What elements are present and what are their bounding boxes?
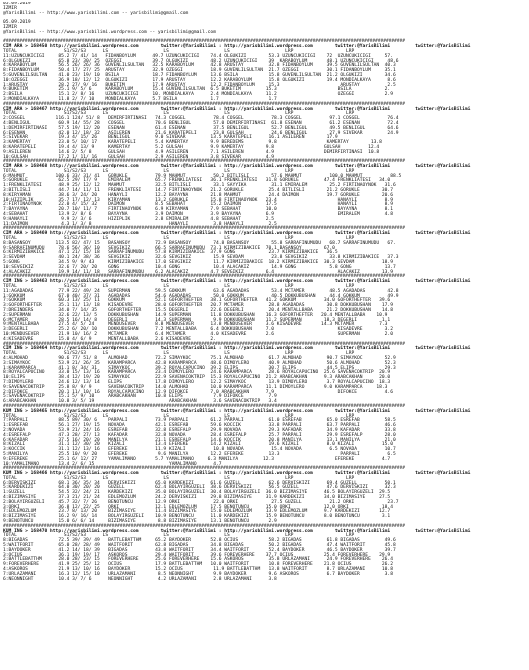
horse-row: 1:GOKKUM 67.0 40/ 37/ 31 AGADADAS 54.6 AGADADAS 50.0 GOKKUM 40.5 DOKKUBUSHAN 44.4 GOKKUM 49.9 <box>3 293 399 299</box>
horse-row: 1:DEMIRFIRTINASI 57.5 19/ 12/ 20 ESENAN 61.4 ESENAN 37.5 BENLIGUL 52.7 BENLIGUL 49.5 BENLIGUL 64.6 <box>3 125 399 131</box>
horse-row: 4:BIZIMASIYE 37.3 21/ 21/ 24 EDLEMOZLUM 24.2 DERVISKIZI 29.8 BIZIMASIYE 31.9 KARDEKIZI 34.0 BIZIMASIYE 27.5 <box>3 495 391 501</box>
horse-row: 4:BENLIGUL 60.9 14/ 55/ 28 COSGEL 70.6 BENLIGUL 57.0 DEMIRFIRTINASI 61.8 ESENAN 61.2 ESENAN 72.4 <box>3 120 399 126</box>
report-contact-line: @YarisBilimi -- http://www.yarisbilimi.com -- yarisbilimi@gmail.com <box>3 10 189 16</box>
horse-row: 4:ALACAKIZ 19.9 14/ 11/ 18 SARRAFINUMUDU 6.2 ALACAKIZ 4.7 SEVGIKIZ 6.4 ALACAKIZ 13.9 <box>3 269 393 275</box>
report-date-repeat: 05.09.2019 <box>3 20 31 26</box>
horse-row: 3:KOCCIK 31.1 12/ 13/ 16 EFEREKE 11.9 KIZALI 10.8 NOVADA 15.4 NOVADA 6.5 NOVADA 10.7 <box>3 447 396 453</box>
column-headers: TOTAL S1/S2/S3 LS LS LS LRP LRP <box>3 533 355 539</box>
separator-line: #################################################################################################################################################### <box>3 274 405 280</box>
horse-row: 5:SAVENACOKTRIP 15.1 5/ 9/ 10 ARABCAKHAN 10.8 ELIPS 7.9 DIFOKCE 7.9 <box>3 394 277 400</box>
column-headers: TOTAL S1/S2/S3 LS LS LS LRP LRP <box>3 475 355 481</box>
separator-line: #################################################################################################################################################### <box>3 466 405 472</box>
column-headers: TOTAL S1/S2/S3 LS LS LS LRP LRP <box>3 284 355 290</box>
horse-row: 6:NEONNIGHT 10.4 3/ 7/ 6 NEONNIGHT 4.2 URLAZAMANI 2.8 URLAZAMANI 3.8 <box>3 576 277 582</box>
race-section <box>3 405 527 467</box>
race-title: KUM ING > 168470 http://yarisbilimi.wordpress.com twitter:@YarisBilimi : http://yarisbilimi.wordpress.com twitter:@YarisBilimi twitter:@YarisBilimi <box>3 528 471 534</box>
horse-row: 5:GONG 34.5 9/ 9/ 43 KIRMIZIBAKICE 17.0 SEVGIKIZ 11.7 KIRMIZIBAKICE 18.2 KIRMIZIBAKICE 30.3 SEVDAM 18.9 <box>3 260 393 266</box>
horse-row: 6:MAHMUT 100.6 33/ 31/ 41 GORUKLE 79.9 MAHMUT 50.2 BITLISLI 57.6 MAHMUT 100.0 MAHMUT 88.5 <box>3 173 402 179</box>
horse-row: 3:ORKI 36.8 12/ 22/ 25 ORKI 12.1 EDLEMOZLUM 17.5 BENOTUNCU 15.0 ORKI 12.0 ORKI 18.4 <box>3 504 393 510</box>
horse-row: 2:NOVADA 53.9 21/ 24/ 16 ESREFAB 32.8 ESREFALP 29.9 NOVADA 29.3 KAFADAR 34.9 KAFADAR 33.8 <box>3 427 396 433</box>
horse-row: 9:FOREVERHERE 41.9 25/ 25/ 12 OCIUS 17.9 BATTLEBATTHM 10.0 WAITFORIT 10.8 FOREVERHERE 21.8 OCIUS 26.2 <box>3 562 393 568</box>
horse-row: 6:OLGUKIZI 65.8 23/ 30/ 25 OZEGGI 39.7 OLGUKIZI 48.2 UZUNCUKICIGI 39 KARABOYLUM 48.1 UZUNCUKICIGI 48.6 <box>3 58 399 64</box>
horse-row: 9:ASILEREN 14.6 2/ 5/ 8 GULSAH 4.9 ASILEREN 7.1 ASILEREN 4.9 DEMIRFIRTINASI 10.8 <box>3 149 380 155</box>
horse-row: 8:BASANSOY 113.5 82/ 47/ 15 BASANSOY 72.9 BASANSOY 74.8 BASANSOY 55.8 SARRAFINUMUDU 68.7 SARRAFINUMUDU 67. <box>3 240 396 246</box>
horse-row: 3:DEGERLI 25.2 6/ 20/ 10 DOKKUBUSHAN 7.2 MENTALLBABA 6.4 DOKKUBUSHAN 7.0 KISADEVRE 3.2 <box>3 327 393 333</box>
horse-row: 11:AGADADAS 77.9 22/ 49/ 24 SUPERMAN 59.5 GOKKUM 63.6 AGADADAS 53.4 MCTAMER 48.5 AGADADAS 42.8 <box>3 288 399 294</box>
race-title: CIM ARA > 168468 http://yarisbilimi.wordpress.com twitter:@YarisBilimi : http://yarisbilimi.wordpress.com twitter:@YarisBilimi twitter:@YarisBilimi <box>3 164 471 170</box>
horse-row: 4:KISADEVRE 15.0 4/ 6/ 9 MENTALLBABA 2.6 KISADEVRE 2. <box>3 336 216 342</box>
horse-row: 7:DIMOYLERO 24.6 12/ 13/ 14 ELIPS 17.8 DIMOYLERO 12.2 SIMAYKOC 13.9 DIMOYLERO 3.7 ROYALCAPUCINO 18.3 <box>3 379 391 385</box>
horse-row: 3:GOFORTHEFTER 35.1 11/ 13/ 18 KISADEVRE 28.0 GOFORTHEFTER 20.7 MCTAMER 28.8 AGADADAS 30.8 DOKKUBUSHAN 17.9 <box>3 303 393 309</box>
race-section <box>3 40 527 102</box>
horse-row: 1:ARUSTAY 28.2 27/ 9/ 16 BUKETIM 17.9 ARUSTAY 12.2 FIDANBOYLUM 15.3 ARUSTAY 2.5 <box>3 82 396 88</box>
horse-row: 6:KIRMIZIBAKICE 47.1 21/ 15/ 18 SARRAFINUMUDU 57.8 KIRMIZIBAKICE 37.9 GONG 23.7 KIRMIZIBAKICE 36.5 <box>3 250 338 256</box>
horse-row: 4:ALMOHAD 90.6 77/ 51/ 8 ALMOHAD 72.2 SIMAYKOC 75.1 ALMOHAD 61.7 ALMOHAD 90.7 SIMAYKOC 52.9 <box>3 355 396 361</box>
race-title: CIM ARA > 168450 http://yarisbilimi.wordpress.com twitter:@YarisBilimi : http://yarisbilimi.wordpress.com twitter:@YarisBilimi twitter:@YarisBilimi <box>3 44 471 50</box>
horse-row: 7:PARPALI 88.5 89/ 30/ 6 PARPALI 73.9 PARPALI 61.2 PARPALI 61.0 ESREFAB 65.0 ESREFAB 58.5 <box>3 418 396 424</box>
report-contact-line-repeat: @YarisBilimi -- http://www.yarisbilimi.wordpress.com -- yarisbilimi@gmail.com <box>3 29 216 35</box>
report-city: IZMIR <box>3 5 17 11</box>
horse-row: 1:KARAMPARCA 41.1 8/ 34/ 31 SIMAYKOC 39.2 ROYALCAPUCINO 39.2 ELIPS 30.7 ELIPS 44.5 ELIPS 29.3 <box>3 365 396 371</box>
horse-row: 10:SEVGIKIZ 32.6 7/ 20/ 20 GONG 10.4 GONG 10.4 ALACAKIZ 14.9 GONG 5.8 GONG 13.7 <box>3 264 396 270</box>
horse-row: 9:SAVENACOKTRIP 25.8 8/ 9/ 9 SAVENACOKTRIP 14.0 ALMOHAD 10.0 KARAMPARCA 11.1 DIMOYLERO 9.0 KARAMPARCA 18.3 <box>3 384 388 390</box>
race-title: CIM ARA > 168469 http://yarisbilimi.wordpress.com twitter:@YarisBilimi : http://yarisbilimi.wordpress.com twitter:@YarisBilimi twitter:@YarisBilimi <box>3 231 471 237</box>
horse-row: 10:GULSAH 17.2 1/ 11/ 16 GULSAH 2.9 ASILEREN 3.8 SIVEKAR 4.9 <box>3 154 275 160</box>
horse-row: 2:DIFOKCE 20.1 11/ 10/ 16 ROYALCAPUCINO 12.9 DIFOKCE 7.0 ARABCAKHAN 7.9 DIFOKCE 4.6 <box>3 389 393 395</box>
horse-row: 3:OCIUS 36.1 19/ 19/ 17 ASKOROS 29.4 WAITFORIT 39.6 FOREVERHERE 37.7 OCIUS 25.4 FOREVERHERE 29.9 <box>3 552 391 558</box>
separator-line: #################################################################################################################################################### <box>3 403 405 409</box>
horse-row: 9:HANAYLI 9.9 2/ 3/ 6 HIZIPLIK 2.8 EMIRALEM 4.8 SEBAHAT 2.5 <box>3 216 275 222</box>
horse-row: 11:DAIMON 4.3 1/ 3/ 8 HANAYLI 3.8 HANAYLI 2.5 <box>3 221 277 227</box>
horse-row: 4:KARABOYLUM 56.5 26/ 26/ 36 GUVENLILSULTAN 32.5 KARABOYLUM 42.8 ARUSTAY 32.8 FIDANBOYLUM 39.5 GUVENLILSULTAN 40.3 <box>3 63 396 69</box>
horse-row: 3:KAMERTAY 23.0 5/ 10/ 17 KARATEPELI 5.4 KAMERTAY 9.9 BEREDEMS 9.8 KAMERTAY 13.8 <box>3 140 382 146</box>
separator-line: #################################################################################################################################################### <box>3 341 405 347</box>
horse-row: 3:SEVDAM 40.1 24/ 38/ 36 SEVGIKIZ 32.6 SEVGIKIZ 15.9 SEVDAM 23.8 SEVGIKIZ 33.8 KIRMIZIBAKICE 37.3 <box>3 255 399 261</box>
horse-row: 4:ASKOROS 21.9 13/ 10/ 16 BAYDOKER 15.2 OCIUS 11.9 BATTLEBATTHM 13.8 WAITFORIT 8.7 URLAZAMANI 10.8 <box>3 567 393 573</box>
horse-row: 1:FRENKLIATESI 48.9 25/ 12/ 12 MAHMUT 32.5 BITLISLI 33.1 SAYYIKA 31.1 EMIRALEM 25.2 FIRTINAOYNOK 31.6 <box>3 183 396 189</box>
horse-row: 6:KAFADAR 37.5 16/ 20/ 20 MANILYA 21.1 ESREFALP 14.6 KOCCIK 20.8 MANILYA 13.1 MANILYA 21.0 <box>3 437 396 443</box>
race-section <box>3 103 527 161</box>
horse-row: 10:MENDUSEVER 21.9 10/ 16/ 2 MCTAMER 6.4 MCTAMER 4.0 KISADEVRE 2.6 SUPERMAN 2.0 <box>3 331 393 337</box>
horse-row: 6:MCTAMER 28.5 16/ 14/ 8 DEGERLI 14.3 SUPERMAN 9.9 DOKKUBUSHAN 11.2 SUPERMAN 18.3 DEGERLI 1.1 <box>3 317 391 323</box>
horse-row: 2:BOLAYIRGUZELI 45.7 32/ 7/ 26 BENOTUNCU 12.9 ORKI 22.0 ORKI 27.5 GUZELL 21.2 ORKI 23.7 <box>3 499 399 505</box>
horse-row: 10:HIZIPLIK 35.7 17/ 12/ 13 KIRYAMAN 13.2 GORUKLE 15.8 FIRTINAOYNOK 23.4 HANAYLI 8.9 <box>3 197 393 203</box>
horse-row: 2:BSILA 15.1 2/ 8/ 16 UZUNCUKICIGI 10. MONDIALKAYA 2.4 MONDIALKAYA 11.2 OZEGGI 2.9 <box>3 92 393 98</box>
race-title: KUM ING > 168466 http://yarisbilimi.wordpress.com twitter:@YarisBilimi : http://yarisbilimi.wordpress.com twitter:@YarisBilimi twitter:@YarisBilimi <box>3 471 471 477</box>
column-headers: TOTAL S1/S2/S3 LS LS LS LRP LRP <box>3 168 355 174</box>
race-title: KUM ING > 168465 http://yarisbilimi.wordpress.com twitter:@YarisBilimi : http://yarisbilimi.wordpress.com twitter:@YarisBilimi twitter:@YarisBilimi <box>3 408 471 414</box>
race-title: CIM ING > 168463 http://yarisbilimi.wordpress.com twitter:@YarisBilimi : http://yarisbilimi.wordpress.com twitter:@YarisBilimi twitter:@YarisBilimi <box>3 279 471 285</box>
horse-row: 5:SIVEKAR 19.3 4/ 15/ 26 BENLIGUL 9.0 SIVEKAR 13.5 KARATEPELI 16.1 ASILEREN 17.9 <box>3 135 338 141</box>
report-date: 05.09.2019 <box>3 2 31 6</box>
race-section <box>3 227 527 275</box>
horse-row: 11:UZUNCUKICIGI 85.2 7/ 41/ 14 FIDANBOYLUM 49.7 UZUNCUKICIGI 74.4 OLGUKIZI 53.3 UZUNCUKICIGI 72 UZUNCUKICIGI 57. <box>3 53 393 59</box>
horse-row: 10:OZEGGI 36.9 18/ 12/ 12 OLGUKIZI 17.9 ARUSTAY 12.2 KARABOYLUM 15.8 OLGUKIZI 19.4 MONDIALKAYA 8.6 <box>3 77 396 83</box>
race-title: CIM ING > 168464 http://yarisbilimi.wordpress.com twitter:@YarisBilimi : http://yarisbilimi.wordpress.com twitter:@YarisBilimi twitter:@YarisBilimi <box>3 346 471 352</box>
race-title: CIM ARA > 168467 http://yarisbilimi.wordpress.com twitter:@YarisBilimi : http://yarisbilimi.wordpress.com twitter:@YarisBilimi twitter:@YarisBilimi <box>3 106 471 112</box>
horse-row: 8:BIZIMASIYE 16.2 9/ 16/ 14 BOLAYIRGUZELI 10.9 BENOTUNCU 11.0 KARDEKIZI 15.9 BENOTUNCU 8.0 BENOTUNCU 3.1 <box>3 514 391 520</box>
report-city-repeat: IZMIR <box>3 24 17 30</box>
horse-row: 9:EFEREKE 25.1 6/ 12/ 27 YAMALIMANO 5.7 YAMALIMANO 6.3 MANILYA 12.3 EFEREKE 4.7 <box>3 456 391 462</box>
horse-row: 1:GUZELL 54.5 32/ 24/ 21 KARDEKIZI 35.0 BOLAYIRGUZELI 30.4 BOLAYIRGUZELI 36.0 BIZIMASIYE 46.5 BOLAYIRGUZELI 29.5 <box>3 490 391 496</box>
horse-row: 4:ESREFALP 47.3 28/ 27/ 13 KAFADAR 32.8 NOVADA 28.4 ESREFALP 25.7 PARPALI 29.9 ESREFALP 28.0 <box>3 432 396 438</box>
horse-row: 3:SIMAYKOC 53.9 21/ 26/ 35 KARAMPARCA 42.8 KARAMPARCA 48.6 DIMOYLERO 40.9 ALMOHAD 50.6 ALMOHAD 52.3 <box>3 360 396 366</box>
horse-row: 2:FIRTINAOYNOK 22.0 4/ 15/ 32 DAIMON 8.5 SEBAHAT 15.2 DAIMON 17.5 HANAYLI 8.9 <box>3 202 393 208</box>
race-section <box>3 525 527 583</box>
separator-line: #################################################################################################################################################### <box>3 101 405 107</box>
horse-row: 3:BITLISLI 44.7 14/ 11/ 11 FRENKLIATESI 14.7 FIRTINAOYNOK 21.2 GORUKLE 25.4 BITLISLI 21.2 GORUKLE 30.7 <box>3 188 393 194</box>
horse-row: 8:KIRYAMAN 38.6 3/ 24/ 20 HANAYLI 12.2 BAYAYNA 21.8 MAHMUT 24.4 DAIMON 19.7 GORUKLE 20.6 <box>3 192 393 198</box>
horse-row: 8:ROYALCAPUCINO 33.0 15/ 13/ 16 KARAMPARCA 23.4 DIMOYLERO 24.6 KARAMPARCA 28.6 ROYALCAPUCINO 25.6 SAVENACOKTRIP 20.9 <box>3 370 391 376</box>
horse-row: 10:YAMALIMANO 13.4 2/ 6/ 15 YAMALIMANO 4.7 <box>3 461 222 467</box>
horse-row: 9:BUKETIM 25.1 9/ 5/ 6 KARABOYLUM 15.4 GUVENLILSULTAN 6.5 BUKETIM 15.3 BSILA 2. <box>3 87 391 93</box>
race-section <box>3 467 527 525</box>
horse-row: 5:GUVENLILSULTAN 41.0 23/ 19/ 10 BSILA 18.7 FIDANBOYLUM 13.6 BSILA 15.8 GUVENLILSULTAN 21.2 OLGUKIZI 34.6 <box>3 72 396 78</box>
horse-row: 5:WAITFORIT 65.0 28/ 28/ 49 WAITFORIT 62.8 BIGADAS 34.8 BIGADAS 50.2 BIGADAS 47.4 WAITFORIT 45.8 <box>3 543 396 549</box>
horse-row: 5:KARDEKIZI 64.0 30/ 20/ 20 GUZELL 62.4 BOLAYIRGUZELI 38.6 DERVISKIZI 56.5 GUZELL 47.6 DERVISKIZI 32.3 <box>3 485 396 491</box>
race-section <box>3 343 527 405</box>
horse-row: 9:BENOTUNCU 15.0 6/ 6/ 14 BIZIMASIYE 8.8 BIZIMASIYE 13.1 BENOTUNCU 2.9 <box>3 519 277 525</box>
horse-row: 9:MENTALLBABA 27.5 4/ 5/ 24 MENDUSEVER 8.8 MENDUSEVER 13.8 MENDUSEVER 3.6 KISADEVRE 14.3 MCTAMER 7.3 <box>3 322 388 328</box>
horse-row: 6:ESENAN 42.0 12/ 18/ 32 ASILEREN 21.6 KARATEPELI 23.8 GULSAH 24.6 BENLIGUL 27.9 SIVEKAR 24.9 <box>3 130 399 136</box>
report-document <box>3 2 527 668</box>
column-headers: TOTAL S1/S2/S3 LS LS LS LRP LRP <box>3 413 355 419</box>
horse-row: 6:ARABCAKHAN 10.8 3/ 5/ 19 ARABCAKHAN 3.6 SAVENACOKTRIP 3.4 <box>3 399 277 405</box>
column-headers: TOTAL S1/S2/S3 LS LS LS LRP LRP <box>3 236 355 242</box>
horse-row: 8:KARATEPELI 19.4 4/ 13/ 9 KAMERTAY 5.2 GULSAH 9.9 KAMERTAY 9.8 GULSAH 12.4 <box>3 144 380 150</box>
race-sections <box>3 40 527 582</box>
horse-row: 1:ESREFAB 56.1 27/ 19/ 15 NOVADA 42.1 ESREFAB 59.6 KOCCIK 33.8 PARPALI 63.7 PARPALI 46.6 <box>3 423 396 429</box>
horse-row: 5:MANILYA 25.5 10/ 9/ 20 EFEREKE 9.6 MANILYA 12.2 EFEREKE 13.3 PARPALI 6.5 <box>3 451 396 457</box>
separator-line: #################################################################################################################################################### <box>3 39 405 45</box>
horse-row: 2:SUPERMAN 32.6 22/ 13/ 5 DOKKUBUSHAN 14.9 SUPERMAN 11.8 DOKKUBUSHAN 16.3 GOFORTHEFTER 20.4 MENTALLBABA 10.9 <box>3 312 388 318</box>
race-section <box>3 275 527 342</box>
horse-row: 7:BAYAYNA 20.7 10/ 11/ 7 FIRTINAOYNOK 6.9 KIRYAMAN 7.9 SEBAHAT 10.0 BAYAYNA 8.1 <box>3 207 393 213</box>
horse-row: 8:BIGADAS 72.5 39/ 39/ 49 BATTLEBATTHM 65.2 BAYDOKER 52.8 OCIUS 58.2 BIGADAS 61.8 BIGADAS 49.6 <box>3 538 396 544</box>
separator-line: #################################################################################################################################################### <box>3 159 405 165</box>
column-headers: TOTAL S1/S2/S3 LS LS LS LRP LRP <box>3 48 355 54</box>
horse-row: 7:GOKKUM 60.3 13/ 25/ 11 GOKKUM 52.1 GOFORTHEFTER 38.1 GOFORTHEFTER 41.2 GOKKUM 34.0 GOFORTHEFTER 39.6 <box>3 298 391 304</box>
horse-row: 2:COSGEL 116.1 124/ 51/ 8 DEMIRFIRTINASI 74.3 COSGEL 78.4 COSGEL 78.3 COSGEL 97.1 COSGEL 76.4 <box>3 116 399 122</box>
horse-row: 3:MONDIALKAYA 11.8 2/ 7/ 10 MONDIALKAYA 5.7 BSILA 1.7 1.7 <box>3 96 277 102</box>
race-section <box>3 160 527 227</box>
horse-row: 5:GORUKLE 62.5 29/ 17/ 9 EMIRALEM 65.7 FRENKLIATESI 36.1 FRENKLIATESI 31.8 GORUKLE 47.4 FRENKLIATESI 34.0 <box>3 178 391 184</box>
horse-row: 2:BATTLEBATTHM 28.0 28/ 23/ 15 FOREVERHERE 25.6 FOREVERHERE 15.6 ASKOROS 35.8 URLAZAMANI 24.9 FOREVERHERE 26.4 <box>3 557 393 563</box>
horse-row: 4:SEBAHAT 13.9 2/ 8/ 6 BAYAYNA 3.9 DAIMON 3.9 BAYAYNA 6.9 EMIRALEM 4.8 <box>3 212 393 218</box>
horse-row: 10:ELIPS 38.4 12/ 19/ 20 SIMAYKOC 22.9 SAVENACOKTRIP 15.3 ROYALCAPUCINO 21.2 ARABCAKHAN 9.3 ARABCAKHAN 20.0 <box>3 375 391 381</box>
separator-line: #################################################################################################################################################### <box>3 523 405 529</box>
horse-row: 8:KIZALI 31.1 12/ 30/ 20 KIZALI 13.4 EFEREKE 14.2 KIZALI 19.6 KIZALI 8.0 KIZALI 15.0 <box>3 442 393 448</box>
horse-row: 1:BAYDOKER 41.2 14/ 18/ 39 BIGADAS 43.8 WAITFORIT 34.4 WAITFORIT 52.4 BAYDOKER 46.5 BAYDOKER 39.7 <box>3 547 396 553</box>
horse-row: 6:DERVISKIZI 68.1 36/ 35/ 34 DERVISKIZI 65.0 KARDEKIZI 61.6 GUZELL 62.6 DERVISKIZI 69.4 GUZELL 50.1 <box>3 480 396 486</box>
horse-row: 8:FIDANBOYLUM 50.4 17/ 27/ 25 ARUSTAY 32.9 OZEGGI 18.9 GUVENLILSULTAN 21.7 OZEGGI 30.1 FIDANBOYLUM 35.1 <box>3 68 396 74</box>
horse-row: 7:EDLEMOZLUM 23.7 8/ 13/ 20 BIZIMASIYE 11.4 BIZIMASIYE 15.0 EDLEMOZLUM 13.9 EDLEMOZLUM 9.7 KARDEKIZI 12.7 <box>3 509 391 515</box>
separator-line: #################################################################################################################################################### <box>3 226 405 232</box>
column-headers: TOTAL S1/S2/S3 LS LS LS LRP LRP <box>3 351 355 357</box>
column-headers: TOTAL S1/S2/S3 LS LS LS LRP LRP <box>3 111 355 117</box>
horse-row: 7:URLAZAMANI 16.3 12/ 15/ 10 URLAZAMANI 8.5 NEONNIGHT 9.9 BAYDOKER 9.6 ASKOROS 6.7 BAYDOKER 3.8 <box>3 571 393 577</box>
horse-row: 7:DREINDERS 34.0 7/ 14/ 35 GOFORTHEFTER 15.5 DEGERLI 22.6 DEGERLI 20.4 MENTALLBABA 21.2 DOKKUBUSHAN 14.8 <box>3 308 393 313</box>
horse-row: 9:SARRAFINUMUDU 78.6 56/ 36/ 10 SEVGIKIZ 66.5 SARRAFINUMUDU 73.1 KIRMIZIBAKICE 70.1 BASANSOY 67.0 <box>3 245 335 251</box>
